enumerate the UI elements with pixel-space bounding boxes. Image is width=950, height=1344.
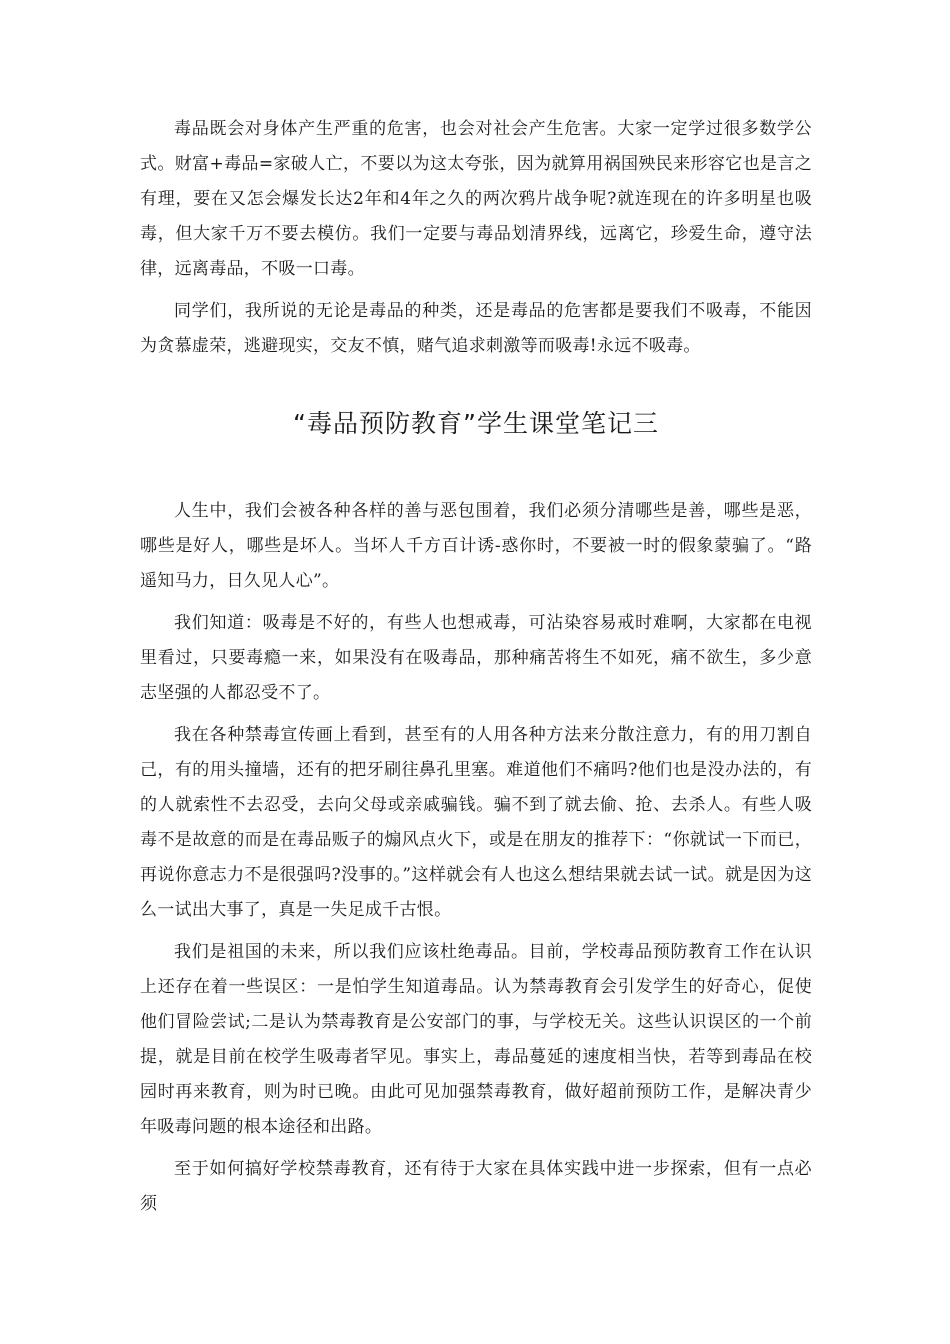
document-content xyxy=(140,112,812,1229)
section-body xyxy=(140,494,812,1222)
body-paragraph-4: 我们是祖国的未来，所以我们应该杜绝毒品。目前，学校毒品预防教育工作在认识上还存在着一些误区：一是怕学生知道毒品。认为禁毒教育会引发学生的好奇心，促使他们冒险尝试;二是认为禁毒教育是公安部门的事，与学校无关。这些认识误区的一个前提，就是目前在校学生吸毒者罕见。事实上，毒品蔓延的速度相当快，若等到毒品在校园时再来教育，则为时已晚。由此可见加强禁毒教育，做好超前预防工作，是解决青少年吸毒问题的根本途径和出路。 xyxy=(140,942,812,1137)
body-paragraph-3: 我在各种禁毒宣传画上看到，甚至有的人用各种方法来分散注意力，有的用刀割自己，有的用头撞墙，还有的把牙刷往鼻孔里塞。难道他们不痛吗?他们也是没办法的，有的人就索性不去忍受，去向父母或亲戚骗钱。骗不到了就去偷、抢、去杀人。有些人吸毒不是故意的而是在毒品贩子的煽风点火下，或是在朋友的推荐下：“你就试一下而已，再说你意志力不是很强吗?没事的。”这样就会有人也这么想结果就去试一试。就是因为这么一试出大事了，真是一失足成千古恨。 xyxy=(140,725,812,920)
body-paragraph-5: 至于如何搞好学校禁毒教育，还有待于大家在具体实践中进一步探索，但有一点必须 xyxy=(140,1159,812,1214)
section-title: “毒品预防教育”学生课堂笔记三 xyxy=(293,409,659,438)
body-paragraph-2: 我们知道：吸毒是不好的，有些人也想戒毒，可沾染容易戒时难啊，大家都在电视里看过，只要毒瘾一来，如果没有在吸毒品，那种痛苦将生不如死，痛不欲生，多少意志坚强的人都忍受不了。 xyxy=(140,613,812,703)
intro-paragraph-1: 毒品既会对身体产生严重的危害，也会对社会产生危害。大家一定学过很多数学公式。财富+毒品=家破人亡，不要以为这太夸张，因为就算用祸国殃民来形容它也是言之有理，要在又怎会爆发长达2年和4年之久的两次鸦片战争呢?就连现在的许多明星也吸毒，但大家千万不要去模仿。我们一定要与毒品划清界线，远离它，珍爱生命，遵守法律，远离毒品，不吸一口毒。 xyxy=(140,119,812,279)
intro-paragraph-2: 同学们，我所说的无论是毒品的种类，还是毒品的危害都是要我们不吸毒，不能因为贪慕虚荣，逃避现实，交友不慎，赌气追求刺激等而吸毒!永远不吸毒。 xyxy=(140,301,812,356)
body-paragraph-1: 人生中，我们会被各种各样的善与恶包围着，我们必须分清哪些是善，哪些是恶，哪些是好人，哪些是坏人。当坏人千方百计诱-惑你时，不要被一时的假象蒙骗了。“路遥知马力，日久见人心”。 xyxy=(140,501,812,591)
intro-block xyxy=(140,112,812,364)
